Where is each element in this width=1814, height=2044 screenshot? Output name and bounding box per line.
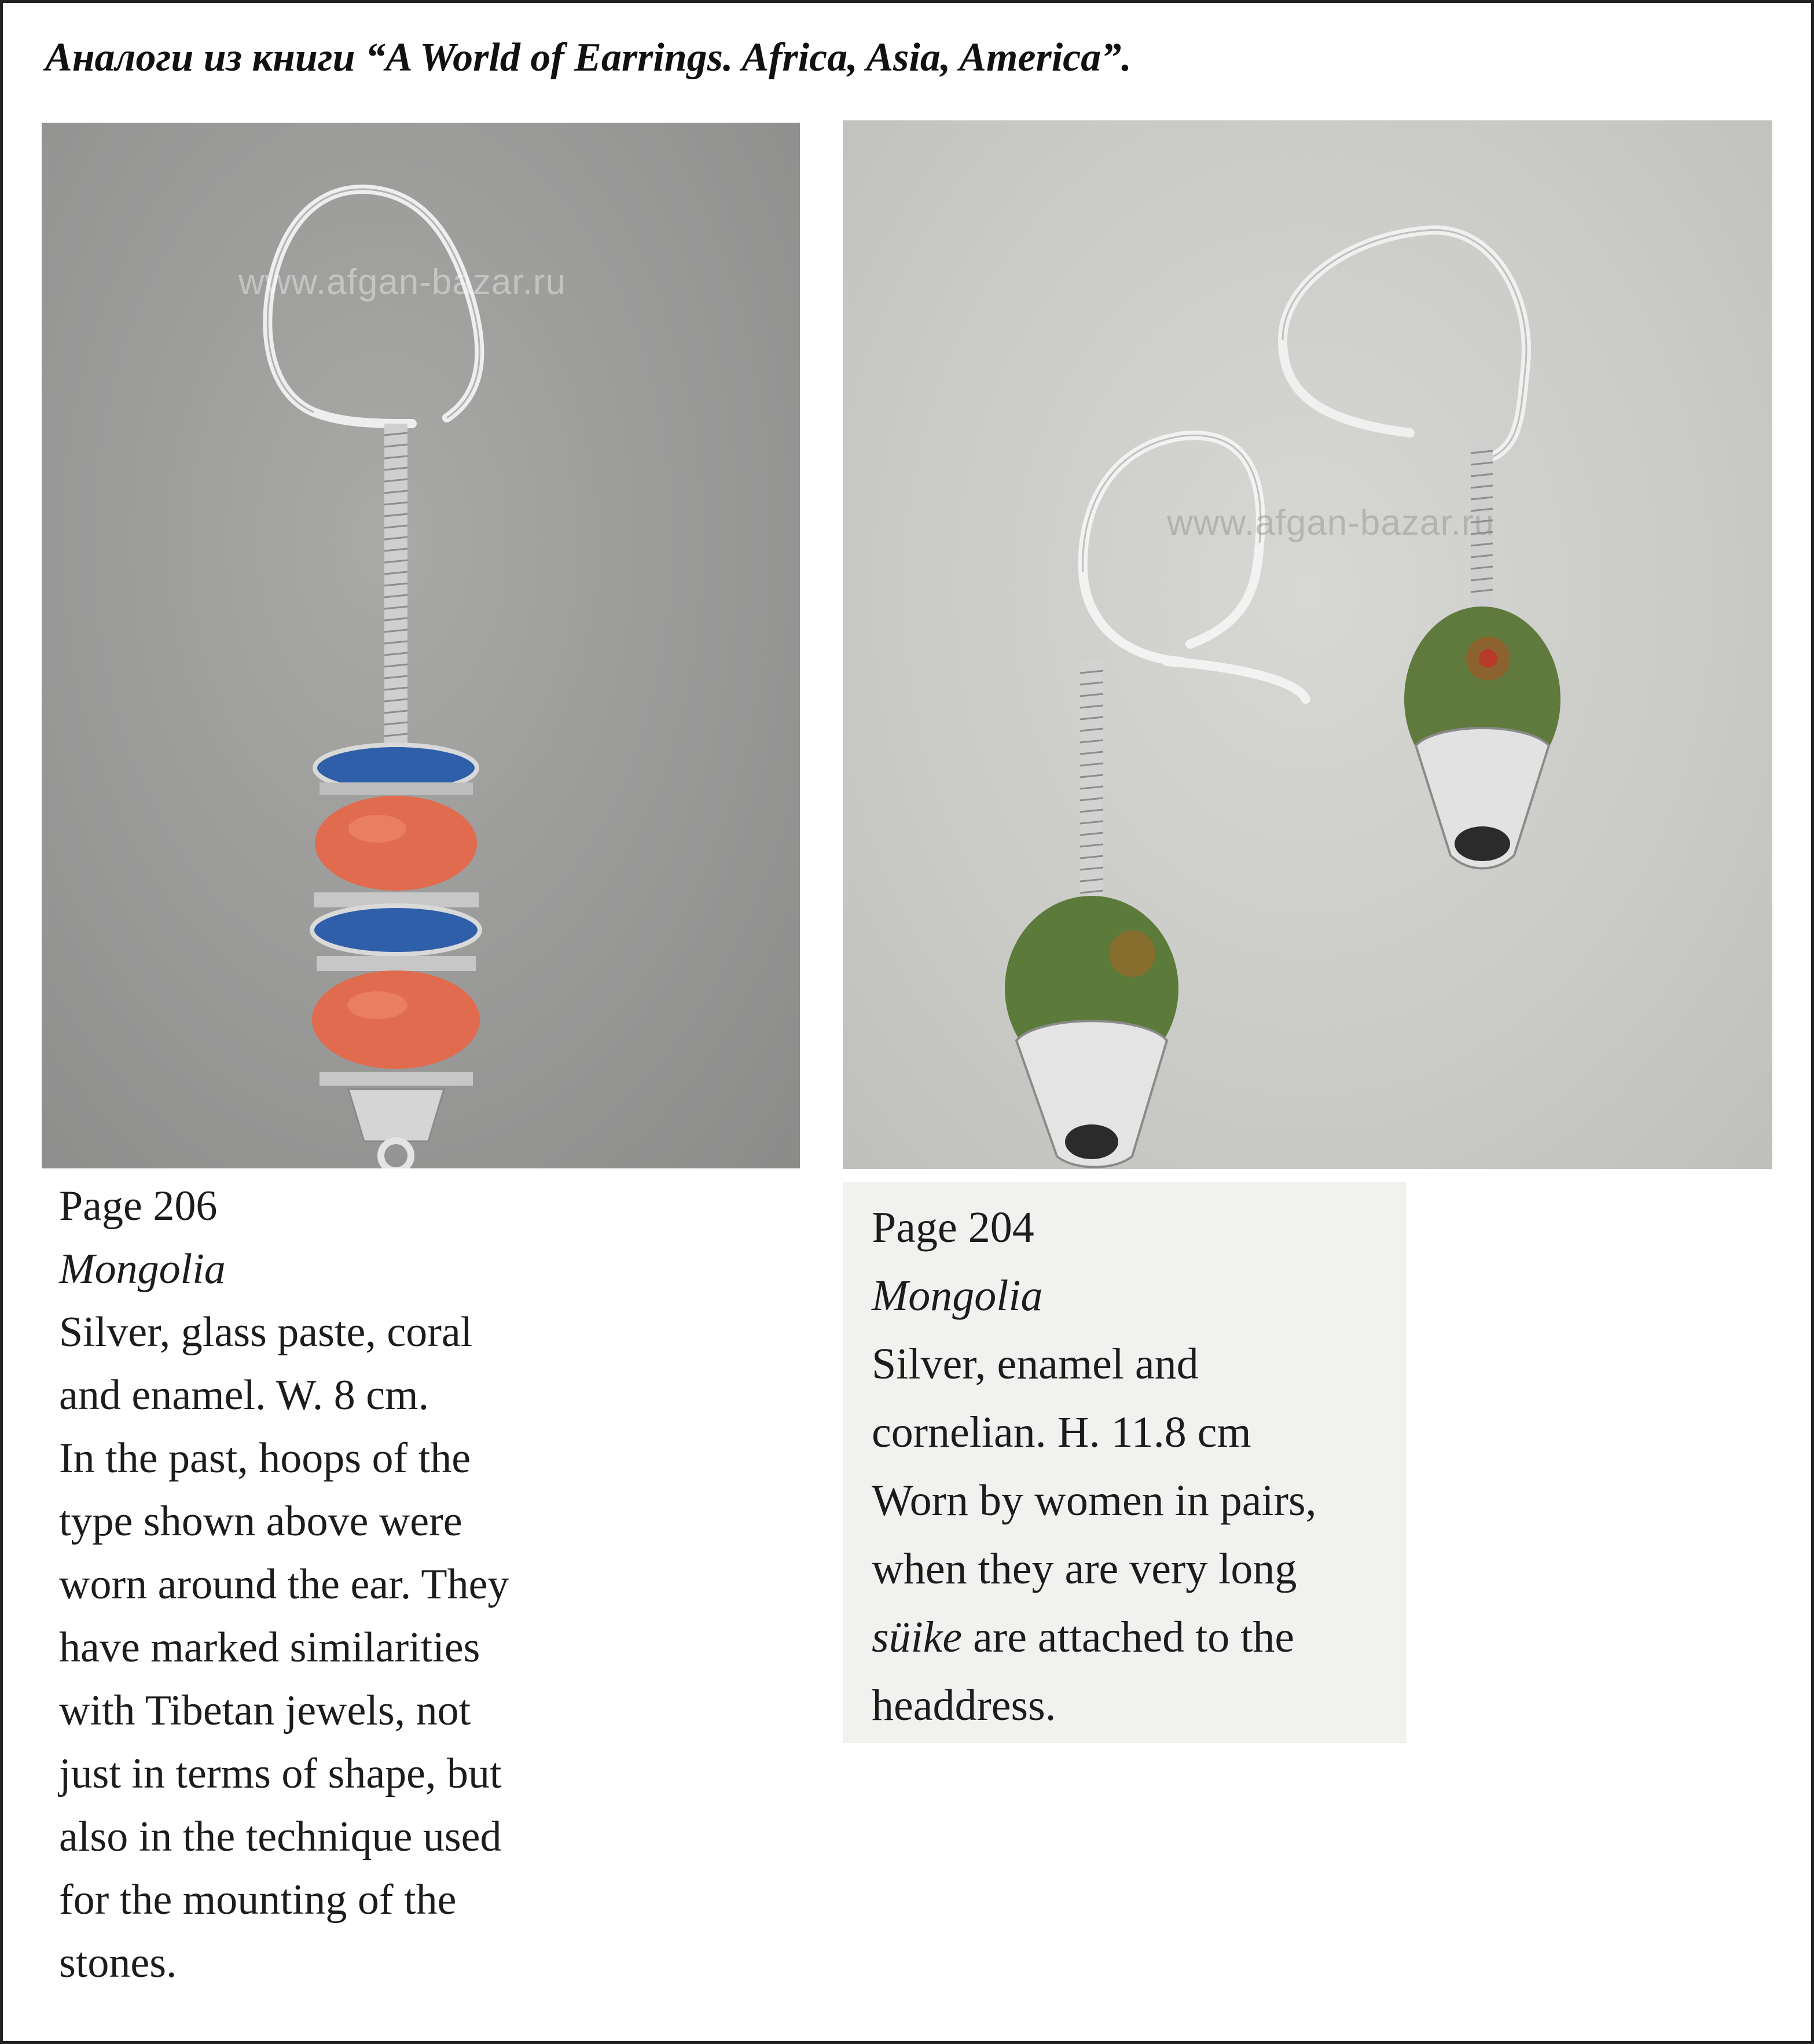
- caption-page-204: [843, 1182, 1407, 1743]
- caption-page-number: Page 204: [872, 1203, 1034, 1252]
- caption-line: worn around the ear. They: [59, 1561, 509, 1608]
- caption-line: Silver, glass paste, coral: [59, 1308, 473, 1356]
- caption-line: and enamel. W. 8 cm.: [59, 1372, 429, 1419]
- caption-page-number: Page 206: [59, 1182, 218, 1230]
- caption-line: Silver, enamel and: [872, 1340, 1199, 1388]
- photo-mongolian-earrings-pair: [843, 120, 1772, 1169]
- caption-line: stones.: [59, 1939, 177, 1987]
- caption-line: cornelian. H. 11.8 cm: [872, 1408, 1251, 1457]
- earring-hoop-front: [1083, 435, 1261, 661]
- caption-line: In the past, hoops of the: [59, 1435, 471, 1482]
- caption-line-rest: are attached to the: [962, 1613, 1295, 1661]
- coral-bead-upper: [315, 796, 477, 891]
- caption-line: with Tibetan jewels, not: [59, 1687, 471, 1734]
- caption-line: type shown above were: [59, 1498, 462, 1545]
- watermark: www.afgan-bazar.ru: [238, 262, 566, 302]
- earring-bottom-cone: [348, 1089, 444, 1141]
- photo-mongolian-earring-coral: [42, 123, 800, 1168]
- caption-line: just in terms of shape, but: [59, 1750, 502, 1797]
- caption-line: have marked similarities: [59, 1624, 480, 1671]
- caption-origin: Mongolia: [59, 1245, 226, 1293]
- caption-line: when they are very long: [872, 1545, 1297, 1593]
- caption-line: [872, 1603, 1407, 1671]
- caption-italic-word: süike: [872, 1613, 963, 1661]
- caption-line: for the mounting of the: [59, 1876, 457, 1924]
- caption-line: Worn by women in pairs,: [872, 1476, 1317, 1525]
- caption-page-206: [42, 1175, 620, 2025]
- coral-bead-lower: [312, 970, 480, 1069]
- caption-line: also in the technique used: [59, 1813, 502, 1861]
- caption-line: headdress.: [872, 1681, 1056, 1730]
- caption-origin: Mongolia: [872, 1271, 1043, 1320]
- earring-pair-illustration: [843, 120, 1772, 1169]
- watermark: www.afgan-bazar.ru: [1167, 503, 1494, 543]
- page-title: Аналоги из книги “A World of Earrings. Africa, Asia, America”.: [45, 35, 1132, 80]
- earring-hoop-back: [1283, 230, 1526, 462]
- earring-hoop: [267, 189, 479, 424]
